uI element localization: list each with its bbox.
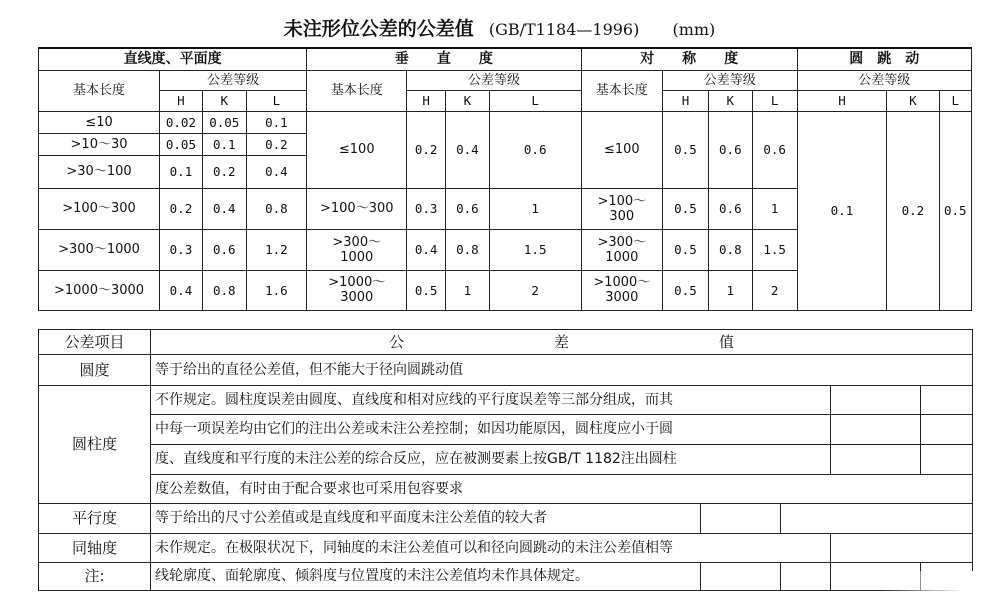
grade-l: L [489, 90, 581, 111]
basic-length-header: 基本长度 [307, 70, 407, 111]
notes-header-value: 公 差 值 [151, 330, 973, 355]
value-cell: 1 [445, 270, 489, 310]
value-cell: 0.2 [246, 133, 307, 155]
runout-k: 0.2 [887, 111, 939, 310]
roundness-text: 等于给出的直径公差值，但不能大于径向圆跳动值 [151, 355, 973, 386]
basic-length-header: 基本长度 [39, 70, 160, 111]
title-standard: (GB/T1184—1996) [488, 20, 640, 39]
title-unit: (mm) [672, 20, 716, 39]
cylindricity-label: 圆柱度 [39, 386, 151, 504]
runout-h: 0.1 [797, 111, 887, 310]
value-cell: 0.8 [708, 229, 752, 270]
value-cell: 0.05 [202, 111, 246, 133]
value-cell: 0.6 [202, 229, 246, 270]
coaxiality-text: 未作规定。在极限状况下，同轴度的未注公差值可以和径向圆跳动的未注公差值相等 [151, 534, 831, 563]
tolerance-table [38, 47, 972, 311]
group-perpendicularity: 垂 直 度 [307, 48, 581, 70]
length-cell: >300～ 1000 [307, 229, 407, 270]
value-cell: 0.5 [663, 270, 709, 310]
grade-header: 公差等级 [663, 70, 798, 90]
notes-table [38, 329, 973, 591]
grade-header: 公差等级 [407, 70, 581, 90]
note-text: 线轮廓度、面轮廓度、倾斜度与位置度的未注公差值均未作具体规定。 [151, 563, 701, 591]
parallelism-label: 平行度 [39, 504, 151, 534]
value-cell: 1 [752, 188, 797, 229]
length-cell: >300～ 1000 [581, 229, 662, 270]
grade-h: H [663, 90, 709, 111]
group-straightness: 直线度、平面度 [39, 48, 307, 70]
length-cell: >100～300 [39, 188, 160, 229]
length-cell: ≤100 [307, 111, 407, 188]
group-symmetry: 对 称 度 [581, 48, 797, 70]
value-cell: 0.4 [407, 229, 446, 270]
cylindricity-line: 度、直线度和平行度的未注公差的综合反应，应在被测要素上按GB/T 1182注出圆柱 [151, 445, 831, 475]
grade-h: H [160, 90, 203, 111]
value-cell: 1.5 [489, 229, 581, 270]
runout-l: 0.5 [939, 111, 972, 310]
value-cell: 0.5 [407, 270, 446, 310]
value-cell: 1.2 [246, 229, 307, 270]
group-runout: 圆 跳 动 [797, 48, 971, 70]
value-cell: 1.5 [752, 229, 797, 270]
value-cell: 0.1 [246, 111, 307, 133]
value-cell: 0.6 [708, 188, 752, 229]
length-cell: >1000～3000 [39, 270, 160, 310]
coaxiality-label: 同轴度 [39, 534, 151, 563]
length-cell: >1000～ 3000 [307, 270, 407, 310]
length-cell: ≤10 [39, 111, 160, 133]
grade-l: L [246, 90, 307, 111]
value-cell: 0.5 [663, 188, 709, 229]
value-cell: 1 [489, 188, 581, 229]
value-cell: 0.02 [160, 111, 203, 133]
grade-l: L [939, 90, 972, 111]
length-cell: >100～300 [307, 188, 407, 229]
basic-length-header: 基本长度 [581, 70, 662, 111]
value-cell: 0.5 [663, 111, 709, 188]
grade-k: K [202, 90, 246, 111]
title-main: 未注形位公差的公差值 [283, 18, 474, 40]
grade-header: 公差等级 [160, 70, 307, 90]
value-cell: 0.4 [445, 111, 489, 188]
value-cell: 0.8 [246, 188, 307, 229]
value-cell: 0.8 [202, 270, 246, 310]
value-cell: 0.4 [202, 188, 246, 229]
grade-l: L [752, 90, 797, 111]
value-cell: 1.6 [246, 270, 307, 310]
length-cell: >100～ 300 [581, 188, 662, 229]
length-cell: >30～100 [39, 155, 160, 188]
value-cell: 2 [752, 270, 797, 310]
parallelism-text: 等于给出的尺寸公差值或是直线度和平面度未注公差值的较大者 [151, 504, 701, 534]
value-cell: 2 [489, 270, 581, 310]
value-cell: 0.3 [160, 229, 203, 270]
grade-header: 公差等级 [797, 70, 971, 90]
value-cell: 0.4 [160, 270, 203, 310]
value-cell: 0.2 [407, 111, 446, 188]
value-cell: 0.1 [160, 155, 203, 188]
value-cell: 0.1 [202, 133, 246, 155]
value-cell: 0.05 [160, 133, 203, 155]
value-cell: 0.2 [202, 155, 246, 188]
cylindricity-line: 中每一项误差均由它们的注出公差或未注公差控制；如因功能原因，圆柱度应小于圆 [151, 415, 831, 445]
length-cell: >1000～ 3000 [581, 270, 662, 310]
length-cell: >10～30 [39, 133, 160, 155]
value-cell: 0.4 [246, 155, 307, 188]
grade-k: K [708, 90, 752, 111]
bottom-right-fade [879, 571, 999, 611]
roundness-label: 圆度 [39, 355, 151, 386]
value-cell: 0.6 [708, 111, 752, 188]
length-cell: >300～1000 [39, 229, 160, 270]
cylindricity-line: 度公差数值，有时由于配合要求也可采用包容要求 [151, 475, 973, 504]
value-cell: 0.6 [489, 111, 581, 188]
value-cell: 0.6 [752, 111, 797, 188]
notes-header-item: 公差项目 [39, 330, 151, 355]
length-cell: ≤100 [581, 111, 662, 188]
grade-k: K [445, 90, 489, 111]
value-cell: 0.5 [663, 229, 709, 270]
value-cell: 0.8 [445, 229, 489, 270]
value-cell: 0.6 [445, 188, 489, 229]
grade-k: K [887, 90, 939, 111]
cylindricity-line: 不作规定。圆柱度误差由圆度、直线度和相对应线的平行度误差等三部分组成，而其 [151, 386, 831, 415]
table-row [39, 111, 972, 133]
value-cell: 0.3 [407, 188, 446, 229]
value-cell: 1 [708, 270, 752, 310]
page-title [0, 14, 999, 41]
value-cell: 0.2 [160, 188, 203, 229]
grade-h: H [407, 90, 446, 111]
grade-h: H [797, 90, 887, 111]
note-label: 注: [39, 563, 151, 591]
